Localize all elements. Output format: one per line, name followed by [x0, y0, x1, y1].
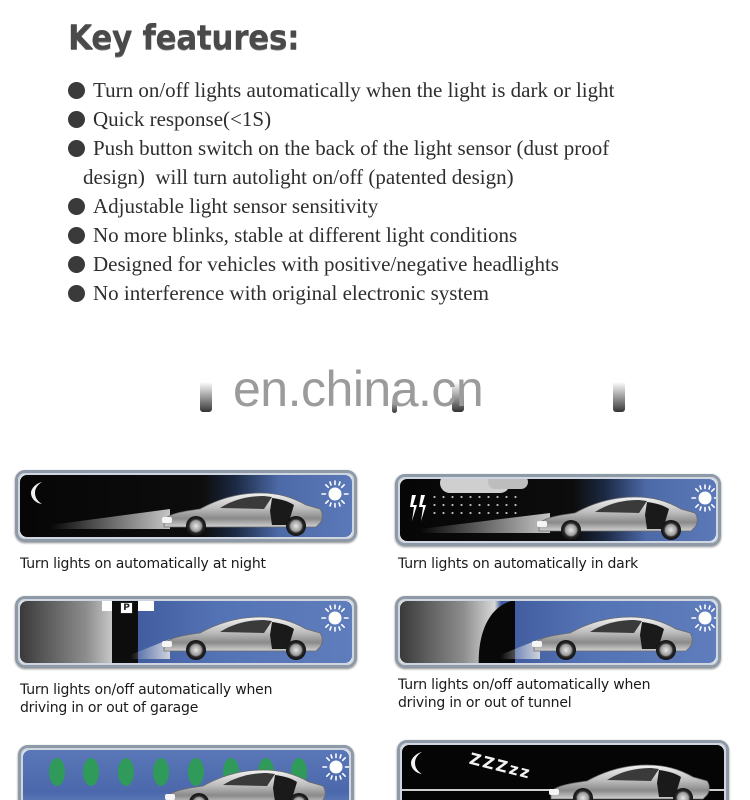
- car-image: [547, 759, 712, 800]
- scenario-panel-tunnel: [395, 596, 721, 668]
- bullet-icon: [68, 82, 85, 99]
- tree-icon: [83, 758, 99, 786]
- bullet-icon: [68, 111, 85, 128]
- watermark: en.china.cn: [233, 361, 484, 417]
- feature-item: [68, 250, 708, 279]
- cloud-icon: [488, 479, 528, 489]
- sun-icon: [320, 479, 350, 509]
- feature-text-continuation: design) will turn autolight on/off (patented design): [83, 165, 514, 189]
- feature-item: [68, 134, 708, 163]
- scenario-caption: Turn lights on automatically in dark: [398, 556, 639, 572]
- parking-sign-icon: P: [120, 602, 133, 614]
- feature-item: [68, 279, 708, 308]
- feature-text: Turn on/off lights automatically when the light is dark or light: [93, 78, 615, 102]
- scenario-panel-night: [15, 470, 357, 542]
- moon-icon: [30, 481, 48, 505]
- car-image: [160, 611, 325, 661]
- scenario-caption: Turn lights on automatically at night: [20, 556, 266, 572]
- decorative-mark: [200, 382, 212, 412]
- car-image: [160, 487, 325, 537]
- scenario-panel-dark: [395, 474, 721, 546]
- feature-item: [68, 76, 708, 105]
- car-image: [535, 491, 700, 541]
- feature-text: No interference with original electronic system: [93, 281, 489, 305]
- headlight-beam: [50, 509, 170, 529]
- scenario-panel-trees: [18, 745, 354, 800]
- feature-item: [68, 105, 708, 134]
- feature-text: Designed for vehicles with positive/negative headlights: [93, 252, 559, 276]
- sun-icon: [320, 603, 350, 633]
- scenario-caption: [398, 676, 650, 712]
- feature-text: Push button switch on the back of the light sensor (dust proof: [93, 136, 610, 160]
- caption-line: Turn lights on/off automatically when: [20, 682, 273, 698]
- page-title: Key features:: [68, 18, 300, 58]
- lightning-icon: [408, 493, 430, 523]
- sun-icon: [690, 603, 716, 633]
- scenario-panel-sleep: [397, 740, 729, 800]
- bullet-icon: [68, 140, 85, 157]
- bullet-icon: [68, 198, 85, 215]
- feature-text: Quick response(<1S): [93, 107, 272, 131]
- scenario-caption: [20, 681, 272, 717]
- caption-line: Turn lights on/off automatically when: [398, 677, 651, 693]
- feature-text: Adjustable light sensor sensitivity: [93, 194, 379, 218]
- caption-line: driving in or out of tunnel: [398, 695, 572, 711]
- feature-text: No more blinks, stable at different light conditions: [93, 223, 518, 247]
- car-image: [530, 611, 695, 661]
- caption-line: driving in or out of garage: [20, 700, 199, 716]
- moon-icon: [410, 751, 428, 775]
- bullet-icon: [68, 227, 85, 244]
- sun-icon: [321, 752, 349, 782]
- feature-item: [68, 221, 708, 250]
- car-image: [163, 764, 328, 800]
- sun-icon: [690, 483, 716, 513]
- sleep-z-icon: ZZZzz: [467, 749, 534, 783]
- decorative-mark: [613, 382, 625, 412]
- rain-drops: [430, 493, 520, 519]
- scenario-panel-garage: [15, 596, 357, 668]
- bullet-icon: [68, 285, 85, 302]
- feature-list: [68, 76, 708, 308]
- bullet-icon: [68, 256, 85, 273]
- tree-icon: [49, 758, 65, 786]
- tree-icon: [118, 758, 134, 786]
- feature-item: [68, 192, 708, 221]
